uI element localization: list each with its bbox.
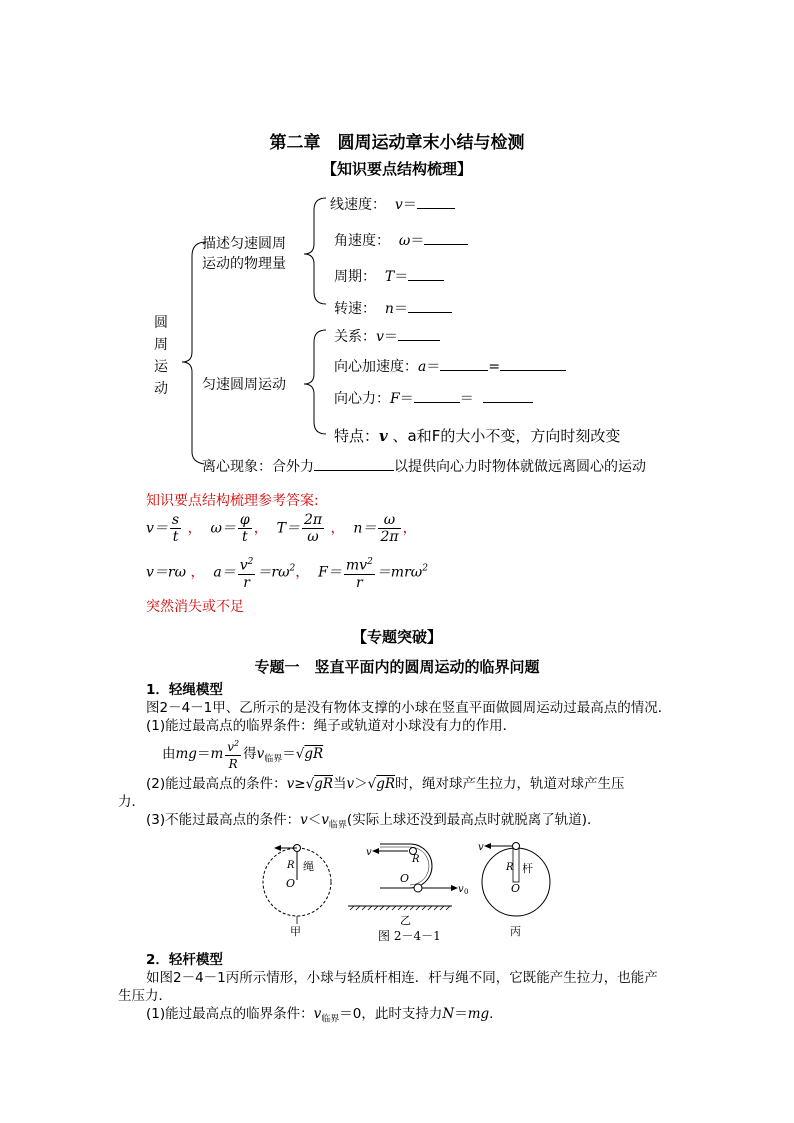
feature-row: 特点：v 、a和F的大小不变，方向时刻改变 (334, 427, 621, 445)
sub1-p4: (2)能过最高点的条件：v≥√gR当v＞√gR时，绳对球产生拉力，轨道对球产生压 (146, 776, 625, 792)
centrifugal-row: 离心现象：合外力 以提供向心力时物体就做远离圆心的运动 (202, 459, 646, 475)
figure-2-4-1 (260, 832, 560, 944)
answers-heading: 知识要点结构梳理参考答案: (146, 493, 319, 509)
topic1-title: 专题一 竖直平面内的圆周运动的临界问题 (254, 658, 540, 676)
rotation-speed-row: 转速： n＝ (334, 298, 452, 318)
page-title: 第二章 圆周运动章末小结与检测 (269, 133, 525, 153)
fig-jia-sheng: 绳 (303, 860, 314, 873)
sub2-p3: (1)能过最高点的临界条件：$v_{临界}=0$，此时支持力N＝mg. (146, 1006, 494, 1025)
linear-velocity-row: 线速度： v＝ (330, 194, 455, 214)
answers-line1: v＝ $\frac{s}{t}$ ， ω＝ $\frac{\varphi}{t}$ ， T＝ $\frac{2\pi}{\omega}$ ， n＝ $\frac{\omega}{2\pi}$ ， (146, 512, 417, 545)
sub1-p1: 图2－4－1甲、乙所示的是没有物体支撑的小球在竖直平面做圆周运动过最高点的情况． (146, 700, 672, 716)
relation-row: 关系：v＝ (334, 326, 440, 346)
centripetal-acceleration-row: 向心加速度：a＝ = (334, 356, 566, 376)
fig-yi-v0-sub: 0 (464, 888, 469, 896)
sub2-p1: 如图2－4－1丙所示情形，小球与轻质杆相连．杆与绳不同，它既能产生拉力，也能产 (146, 970, 658, 986)
fig-bing-O: O (511, 882, 521, 895)
fig-yi-R: R (412, 854, 420, 865)
section-special-heading: 【专题突破】 (351, 628, 442, 646)
angular-velocity-row: 角速度： ω＝ (334, 230, 468, 250)
sub1-p2: (1)能过最高点的临界条件：绳子或轨道对小球没有力的作用． (146, 718, 517, 734)
fig-bing-label: 丙 (510, 925, 521, 938)
centripetal-force-row: 向心力：F＝ ＝ (334, 388, 533, 408)
sub1-heading: 1．轻绳模型 (146, 682, 223, 698)
branch1-label: 描述匀速圆周 运动的物理量 (202, 236, 286, 272)
sub1-p5: (3)不能过最高点的条件：$v<v_{临界}$(实际上球还没到最高点时就脱离了轨道)． (146, 812, 601, 831)
branch2-label: 匀速圆周运动 (202, 377, 286, 393)
answers-line3: 突然消失或不足 (146, 599, 244, 615)
fig-jia-O: O (286, 877, 296, 890)
fig-jia-label: 甲 (290, 925, 301, 938)
answers-line2: v＝rω ， a＝ $\frac{v^2}{r}$ $=r\omega^2$， F＝ $\frac{mv^2}{r}$ ＝mrω$^2$ (146, 554, 428, 591)
sub1-p3: 由mg＝m $\frac{v^2}{R}$ 得$v_{临界}=√gR$ (162, 736, 323, 772)
fig-bing-R: R (506, 862, 514, 873)
fig-yi-v: v (366, 847, 372, 858)
fig-bing-v: v (478, 842, 484, 853)
fig-yi-label: 乙 (400, 914, 411, 927)
fig-bing-gan: 杆 (522, 862, 533, 875)
sub2-p2: 生压力． (118, 988, 172, 1004)
fig-yi-v0: v (458, 884, 464, 895)
tree-root: 圆 周 运 动 (154, 315, 168, 397)
section-knowledge-heading: 【知识要点结构梳理】 (321, 160, 472, 178)
fig-jia-R: R (287, 860, 295, 871)
fig-yi-O: O (400, 872, 410, 885)
sub1-p4-cont: 力． (118, 794, 145, 810)
period-row: 周期： T＝ (334, 266, 444, 286)
sub2-heading: 2．轻杆模型 (146, 952, 223, 968)
figure-caption: 图 2－4－1 (378, 929, 441, 943)
